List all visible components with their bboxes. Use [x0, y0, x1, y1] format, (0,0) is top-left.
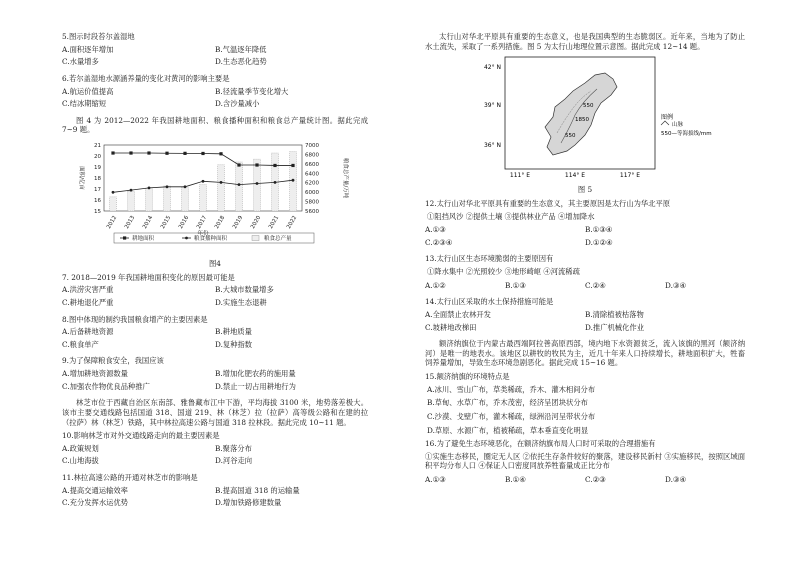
q8-stem: 8.图中体现的制约我国粮食增产的主要因素是 — [62, 314, 208, 324]
q5-option-d: D.生态恶化趋势 — [215, 57, 267, 67]
x-tick-label: 2014 — [142, 214, 155, 231]
q5-option-a: A.面积逐年增加 — [62, 44, 114, 54]
q12-option-a: A.①③ — [425, 225, 446, 235]
chart-intro: 图 4 为 2012—2022 年我国耕地面积、粮食播种面积和粮食总产量统计图。据此完成 7~9 题。 — [62, 115, 368, 135]
q14-option-c: C.坡耕地改梯田 — [425, 322, 477, 332]
q7-options — [62, 285, 368, 310]
point-sown-area — [166, 185, 169, 188]
legend-swatch-bar — [252, 236, 259, 241]
q7-option-a: A.洪涝灾害严重 — [62, 285, 114, 295]
chart-svg — [62, 139, 368, 257]
taihang-map-svg — [425, 55, 745, 183]
point-sown-area — [256, 182, 259, 185]
point-cultivated-area — [255, 163, 258, 166]
y-left-tick-label: 18 — [94, 176, 101, 182]
y-right-tick-label: 6200 — [305, 180, 319, 187]
q9-stem: 9.为了保障粮食安全，我国应该 — [62, 356, 164, 366]
q6-stem: 6.若尔盖湿地水源涵养量的变化对黄河的影响主要是 — [62, 73, 230, 83]
q9-options — [62, 369, 368, 394]
q16-options — [425, 475, 745, 488]
q5-options — [62, 45, 368, 70]
x-tick-label: 2020 — [250, 214, 263, 231]
point-sown-area — [112, 191, 115, 194]
y-right-tick-label: 6000 — [305, 190, 319, 197]
q16-option-d: D.③④ — [665, 475, 686, 484]
q13-option-a: A.①② — [425, 280, 446, 290]
y-right-tick-label: 6800 — [305, 152, 319, 159]
q12-stem: 12.太行山对华北平原具有重要的生态意义，其主要原因是太行山为华北平原 — [425, 198, 671, 208]
figure-5-map — [425, 55, 745, 183]
q16-stem: 16.为了避免生态环境恶化，在额济纳旗布局人口时可采取的合理措施有 — [425, 439, 656, 449]
q9-option-d: D.禁止一切占用耕地行为 — [215, 381, 296, 391]
q13-stem: 13.太行山区生态环境脆弱的主要原因有 — [425, 254, 554, 264]
bar-grain-output — [254, 159, 261, 211]
legend-title: 图例 — [661, 114, 674, 122]
x-tick-label: 2022 — [286, 214, 299, 231]
q15-stem: 15.额济纳旗的环境特点是 — [425, 372, 510, 381]
point-sown-area — [292, 179, 295, 182]
point-cultivated-area — [165, 152, 168, 155]
q6-option-b: B.径流量季节变化增大 — [215, 86, 289, 96]
x-tick-label: 2017 — [196, 214, 209, 231]
q15-option-c: C.沙漠、戈壁广布，灌木稀疏，绿洲沿河呈带状分布 — [427, 411, 596, 421]
q10-option-a: A.政策规划 — [62, 443, 99, 453]
y-left-tick-label: 17 — [94, 187, 101, 193]
y-right-tick-label: 6600 — [305, 161, 319, 168]
q9-option-b: B.增加化肥农药的施用量 — [215, 369, 296, 378]
bar-grain-output — [218, 165, 225, 211]
q12-option-d: D.①②④ — [585, 237, 613, 247]
q6-option-c: C.结冰期缩短 — [62, 99, 107, 109]
q7-option-d: D.实施生态退耕 — [215, 297, 267, 307]
q8-option-c: C.粮食单产 — [62, 339, 99, 349]
q11-options — [62, 486, 368, 511]
q8-option-a: A.后备耕地资源 — [62, 327, 114, 337]
point-cultivated-area — [111, 151, 114, 154]
q11-option-a: A.提高交通运输效率 — [62, 485, 128, 495]
q14-options — [425, 310, 745, 335]
y-left-tick-label: 16 — [94, 198, 101, 204]
q9-option-c: C.加强农作物优良品种推广 — [62, 381, 150, 391]
q8-option-b: B.耕地质量 — [215, 327, 252, 337]
q6-option-d: D.含沙量减小 — [215, 99, 260, 109]
y-right-tick-label: 5800 — [305, 199, 319, 206]
q6-options — [62, 87, 368, 112]
q11-option-d: D.增加铁路修建数量 — [215, 498, 282, 508]
legend-swatch-marker — [123, 236, 126, 239]
mountain-legend-icon — [661, 121, 669, 125]
q10-option-d: D.河谷走向 — [215, 456, 253, 466]
lon-label-117: 117° E — [619, 172, 641, 180]
q16-statements: ①实施生态移民，圈定无人区 ②依托生存条件较好的聚落，建设移民新村 ③实施移民，按照区域面积平均分布人口 ④保证人口密度同放养牲畜量成正比分布 — [425, 451, 745, 471]
right-column — [425, 32, 745, 492]
y-right-tick-label: 5600 — [305, 209, 319, 215]
legend-label: 耕地面积 — [132, 236, 155, 242]
q13-option-b: B.①③ — [505, 280, 526, 290]
q10-options — [62, 444, 368, 469]
point-sown-area — [220, 181, 223, 184]
q10-option-b: B.聚落分布 — [215, 443, 252, 453]
y-left-axis-label: 面积/亿亩 — [78, 166, 84, 190]
q13-option-c: C.②④ — [585, 280, 606, 290]
bar-grain-output — [182, 187, 189, 211]
x-tick-label: 2016 — [178, 214, 191, 231]
taihang-mountain-region — [545, 73, 617, 155]
lat-label-42: 42° N — [483, 64, 501, 72]
q6-option-a: A.航运价值提高 — [62, 86, 114, 96]
bar-grain-output — [110, 197, 117, 211]
legend-mountain-label: 山脉 — [672, 122, 684, 129]
contour-label: 550 — [583, 103, 594, 110]
figure-5-caption: 图 5 — [577, 185, 593, 195]
x-tick-label: 2012 — [106, 214, 119, 231]
taihang-intro: 太行山对华北平原具有重要的生态意义，也是我国典型的生态脆弱区。近年来，当地为了防止水土流失，采取了一系列措施。图 5 为太行山地理位置示意图。据此完成 12~14 题。 — [425, 32, 745, 51]
q14-stem: 14.太行山区采取的水土保持措施可能是 — [425, 297, 554, 307]
figure-4-caption: 图4 — [209, 259, 221, 268]
y-right-tick-label: 7000 — [305, 143, 319, 149]
q12-options — [425, 225, 745, 250]
point-cultivated-area — [201, 152, 204, 155]
q11-option-c: C.充分发挥水运优势 — [62, 498, 129, 508]
q14-option-b: B.清除植被枯落物 — [585, 309, 644, 319]
q13-options — [425, 281, 745, 294]
q7-option-c: C.耕地退化严重 — [62, 297, 114, 307]
x-tick-label: 2021 — [268, 214, 281, 231]
q14-option-a: A.全面禁止农林开发 — [425, 309, 491, 319]
left-column — [62, 32, 368, 515]
q8-option-d: D.复种指数 — [215, 339, 253, 349]
legend-label: 粮食播种面积 — [194, 236, 228, 242]
x-axis-label: 年份 — [197, 231, 209, 237]
point-sown-area — [274, 181, 277, 184]
point-sown-area — [130, 189, 133, 192]
q9-option-a: A.增加耕地资源数量 — [62, 369, 128, 378]
point-sown-area — [148, 187, 151, 190]
x-tick-label: 2015 — [160, 214, 173, 231]
bar-grain-output — [236, 162, 243, 211]
contour-label: 1850 — [575, 117, 589, 124]
q5-option-b: B.气温逐年降低 — [215, 44, 267, 54]
q15-option-b: B.草甸、水草广布，乔木茂密，经济呈团块状分布 — [427, 398, 588, 408]
legend-swatch-marker — [185, 237, 188, 240]
bar-grain-output — [146, 188, 153, 211]
q11-stem: 11.林拉高速公路的开通对林芝市的影响是 — [62, 473, 198, 482]
q5-stem: 5.图示时段苔尔盖湿地 — [62, 32, 135, 41]
q13-statements: ①降水集中 ②光照较少 ③地形崎岖 ④河流稀疏 — [427, 267, 580, 276]
legend-label: 粮食总产量 — [264, 236, 292, 242]
point-sown-area — [202, 180, 205, 183]
q8-options — [62, 327, 368, 352]
point-sown-area — [238, 183, 241, 186]
y-left-tick-label: 15 — [94, 209, 101, 215]
point-cultivated-area — [273, 164, 276, 167]
q16-option-b: B.①④ — [505, 475, 526, 484]
y-left-tick-label: 20 — [94, 154, 101, 160]
lat-label-36: 36° N — [483, 142, 501, 150]
point-cultivated-area — [129, 151, 132, 154]
lon-label-114: 114° E — [564, 172, 586, 180]
contour-label: 550 — [565, 133, 576, 140]
figure-4-chart — [62, 139, 368, 257]
point-cultivated-area — [183, 152, 186, 155]
y-right-axis-label: 粮食总产量/万吨 — [342, 157, 348, 199]
q13-option-d: D.③④ — [665, 280, 686, 290]
q12-statements: ①阻挡风沙 ②提供土壤 ③提供林业产品 ④增加降水 — [427, 211, 595, 221]
q7-stem: 7. 2018—2019 年我国耕地面积变化的原因最可能是 — [62, 272, 235, 282]
lon-label-111: 111° E — [509, 172, 531, 180]
q10-option-c: C.山地海拔 — [62, 456, 99, 466]
q12-option-b: B.①③④ — [585, 225, 613, 235]
nyingchi-passage: 林芝市位于西藏自治区东南部、雅鲁藏布江中下游，平均海拔 3100 米，地势落差极大。该市主要交通线路包括国道 318、国道 219、林（林芝）拉（拉萨）高等级公路和在建的拉（拉萨）林（林芝）铁路，其中林拉高速公路与国道 318 拉林段。据此完成 10~11 题。 — [62, 398, 368, 427]
y-left-tick-label: 19 — [94, 165, 101, 171]
legend-contour-label: 550—等海拔线/mm — [661, 131, 712, 138]
y-left-tick-label: 21 — [94, 143, 101, 149]
q16-option-c: C.②③ — [585, 475, 606, 484]
point-cultivated-area — [291, 164, 294, 167]
y-right-tick-label: 6400 — [305, 171, 319, 178]
q5-option-c: C.水量增多 — [62, 57, 99, 67]
bar-grain-output — [200, 185, 207, 211]
q11-option-b: B.提高国道 318 的运输量 — [215, 485, 300, 495]
point-sown-area — [184, 185, 187, 188]
q15-option-a: A.冰川、雪山广布，草类稀疏，乔木、灌木相间分布 — [427, 384, 596, 394]
x-tick-label: 2019 — [232, 214, 245, 231]
point-cultivated-area — [219, 152, 222, 155]
ejina-passage: 额济纳旗位于内蒙古最西端阿拉善高原西部，境内地下水资源贫乏，流入该旗的黑河（额济纳河）是唯一的地表水。该地区以耕牧的牧民为主，近几十年来人口持续增长，耕地面积扩大，牲畜饲养量增加，导致生态环境急剧恶化。据此完成 15~16 题。 — [425, 339, 745, 368]
lat-label-39: 39° N — [483, 102, 501, 110]
bar-grain-output — [164, 186, 171, 211]
x-tick-label: 2013 — [124, 214, 137, 231]
q16-option-a: A.①③ — [425, 475, 446, 484]
point-cultivated-area — [237, 163, 240, 166]
x-tick-label: 2018 — [214, 214, 227, 231]
q15-option-d: D.草原、水源广布，植被稀疏，草本垂直变化明显 — [427, 425, 589, 435]
q14-option-d: D.推广机械化作业 — [585, 322, 644, 332]
bar-grain-output — [128, 191, 135, 211]
q7-option-b: B.大城市数量增多 — [215, 285, 274, 295]
point-cultivated-area — [147, 151, 150, 154]
q10-stem: 10.影响林芝市对外交通线路走向的最主要因素是 — [62, 431, 220, 441]
q12-option-c: C.②③④ — [425, 237, 453, 247]
